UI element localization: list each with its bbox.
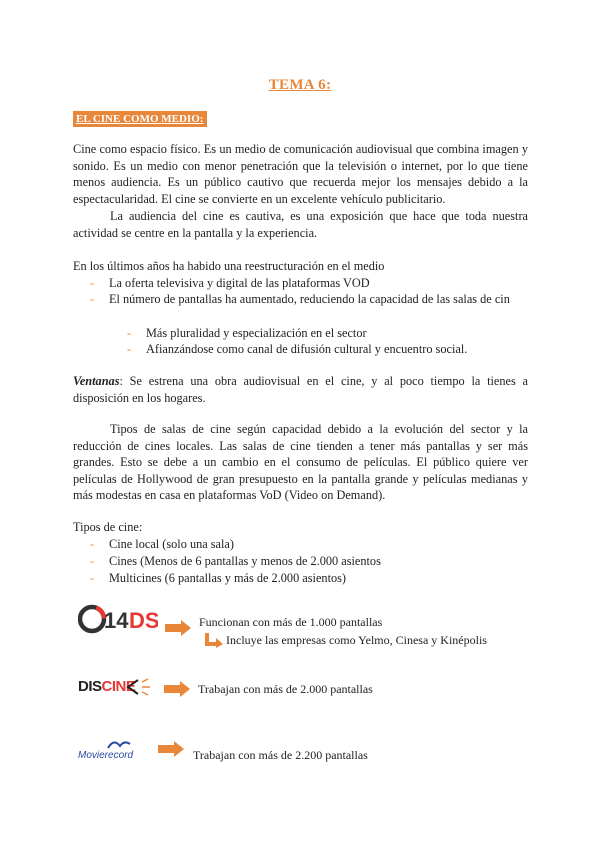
dash-icon: - (90, 292, 95, 306)
ventanas-paragraph (73, 373, 528, 406)
dash-icon: - (90, 537, 95, 551)
arrow-right-icon (158, 741, 184, 762)
section-heading: EL CINE COMO MEDIO: (73, 111, 207, 127)
o14ds-logo (78, 603, 158, 635)
tipos-cine-item-2: Cines (Menos de 6 pantallas y menos de 2.000 asientos (109, 554, 381, 568)
page-title: TEMA 6: (268, 77, 332, 93)
company-1-text: Funcionan con más de 1.000 pantallas (199, 615, 383, 629)
company-3-text: Trabajan con más de 2.200 pantallas (193, 748, 368, 762)
restructuring-item-2: El número de pantallas ha aumentado, reduciendo la capacidad de las salas de cin (109, 292, 510, 306)
svg-text:DS: DS (129, 608, 158, 633)
restructuring-subitem-1: Más pluralidad y especialización en el sector (146, 326, 367, 340)
tipos-salas-paragraph: Tipos de salas de cine según capacidad debido a la evolución del sector y la reducción de cines locales. Las salas de cine tienden a tener más pantallas y ser más grandes. Esto se debe a un cambio en el consumo de películas. El público quiere ver películas de Hollywood de gran presupuesto en la pantalla grande y películas medianas y más modestas en casa en plataformas VoD (Video on Demand). (73, 422, 528, 503)
dash-icon: - (90, 554, 95, 568)
projector-icon (126, 677, 152, 702)
tipos-cine-item-3: Multicines (6 pantallas y más de 2.000 asientos) (109, 571, 347, 585)
restructuring-subitem-2: Afianzándose como canal de difusión cultural y encuentro social. (146, 342, 468, 356)
intro-paragraph-1: Cine como espacio físico. Es un medio de comunicación audiovisual que combina imagen y sonido. Es un medio con menor penetración que la televisión o internet, por lo que tiene menos audiencia. Es un público cautivo que recuerda mejor los mensajes debido a la espectacularidad. El cine se convierte en un excelente vehículo publicitario. (73, 142, 528, 206)
movierecord-logo: Movierecord (78, 736, 158, 766)
company-1-subtext: Incluye las empresas como Yelmo, Cinesa y Kinépolis (226, 633, 487, 647)
ventanas-text: : Se estrena una obra audiovisual en el cine, y al poco tiempo la tienes a disposición en los hogares. (73, 374, 528, 405)
company-2-text: Trabajan con más de 2.000 pantallas (198, 682, 373, 696)
restructuring-lead: En los últimos años ha habido una reestructuración en el medio (73, 259, 385, 273)
dash-icon: - (127, 326, 132, 340)
svg-text:14: 14 (104, 608, 129, 633)
arrow-right-icon (164, 681, 190, 702)
intro-paragraph-2: La audiencia del cine es cautiva, es una exposición que hace que toda nuestra actividad se centre en la pantalla y la experiencia. (73, 209, 528, 240)
dash-icon: - (90, 276, 95, 290)
tipos-cine-item-1: Cine local (solo una sala) (109, 537, 234, 551)
arrow-right-icon (165, 620, 191, 641)
dash-icon: - (90, 571, 95, 585)
restructuring-item-1: La oferta televisiva y digital de las plataformas VOD (109, 276, 370, 290)
dash-icon: - (127, 342, 132, 356)
arrow-down-right-icon (205, 633, 223, 653)
ventanas-term: Ventanas (73, 374, 120, 388)
tipos-cine-lead: Tipos de cine: (73, 520, 143, 534)
discine-logo: DISCINE (78, 678, 136, 695)
